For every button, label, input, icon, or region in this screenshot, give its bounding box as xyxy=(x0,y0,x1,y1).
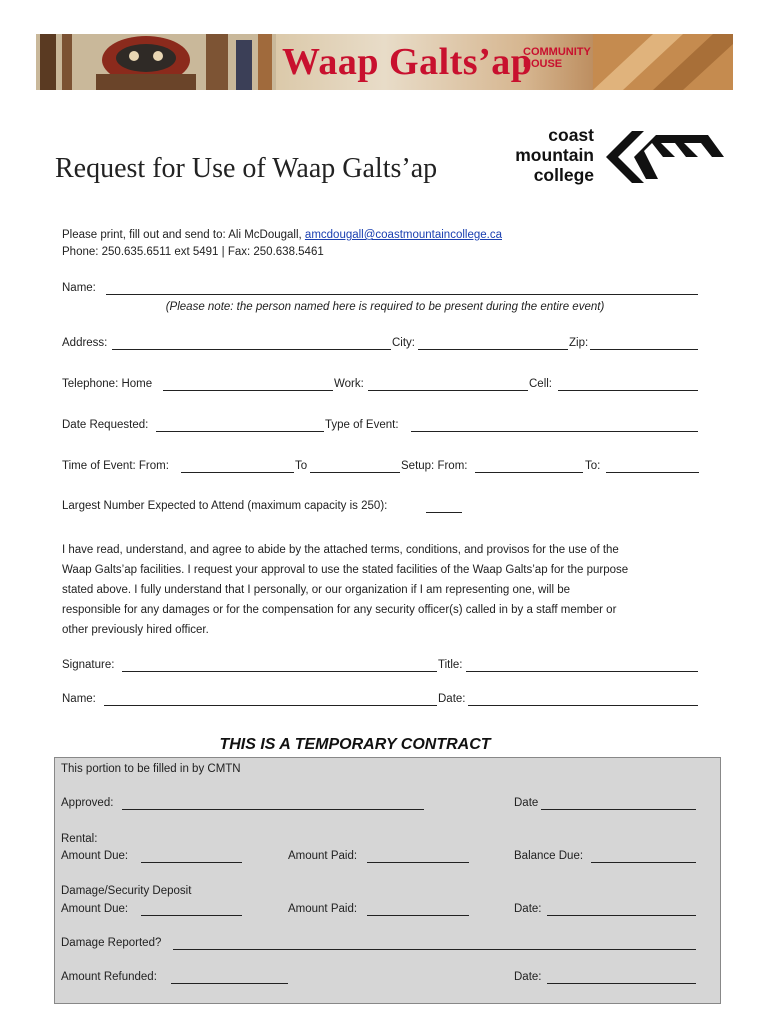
zip-field[interactable] xyxy=(590,349,698,350)
contact-send-prefix: Please print, fill out and send to: Ali McDougall, xyxy=(62,229,305,241)
zip-label: Zip: xyxy=(569,337,589,349)
agreement-line: other previously hired officer. xyxy=(62,624,209,636)
damage-reported-label: Damage Reported? xyxy=(61,937,162,949)
deposit-amount-paid-label: Amount Paid: xyxy=(288,903,358,915)
temporary-contract-notice: THIS IS A TEMPORARY CONTRACT xyxy=(219,736,491,753)
deposit-amount-due-label: Amount Due: xyxy=(61,903,129,915)
banner-subtitle-line1: COMMUNITY xyxy=(523,46,591,58)
damage-reported-field[interactable] xyxy=(173,949,696,950)
banner-subtitle-line2: HOUSE xyxy=(523,58,563,70)
deposit-date-label: Date: xyxy=(514,903,542,915)
title-field[interactable] xyxy=(466,671,698,672)
totem-pole-image xyxy=(36,34,276,90)
setup-to-label: To: xyxy=(585,460,601,472)
contact-send-line xyxy=(62,228,502,242)
office-use-section xyxy=(54,757,721,1004)
type-of-event-field[interactable] xyxy=(411,431,698,432)
work-label: Work: xyxy=(334,378,364,390)
agreement-line: responsible for any damages or for the compensation for any security officer(s) called in by a staff member or xyxy=(62,604,617,616)
cell-label: Cell: xyxy=(529,378,553,390)
logo-line-2: mountain xyxy=(515,145,594,165)
work-field[interactable] xyxy=(368,390,528,391)
rental-amount-paid-field[interactable] xyxy=(367,862,469,863)
title-label: Title: xyxy=(438,659,463,671)
contact-phone: Phone: 250.635.6511 ext 5491 | Fax: 250.638.5461 xyxy=(62,246,324,258)
contact-email-link[interactable]: amcdougall@coastmountaincollege.ca xyxy=(304,229,502,241)
rental-amount-due-label: Amount Due: xyxy=(61,850,129,862)
telephone-home-field[interactable] xyxy=(163,390,333,391)
deposit-amount-due-field[interactable] xyxy=(141,915,242,916)
agreement-line: stated above. I fully understand that I personally, or our organization if I am representing one, will be xyxy=(62,584,570,596)
refund-date-field[interactable] xyxy=(547,983,696,984)
telephone-home-label: Telephone: Home xyxy=(62,378,153,390)
logo-line-1: coast xyxy=(548,125,594,145)
city-field[interactable] xyxy=(418,349,568,350)
city-label: City: xyxy=(392,337,415,349)
amount-refunded-label: Amount Refunded: xyxy=(61,971,157,983)
banner-subtitle xyxy=(523,46,591,70)
balance-due-field[interactable] xyxy=(591,862,696,863)
rental-label: Rental: xyxy=(61,833,98,845)
rental-amount-paid-label: Amount Paid: xyxy=(288,850,358,862)
date-requested-field[interactable] xyxy=(156,431,324,432)
agreement-paragraph xyxy=(62,540,702,640)
cell-field[interactable] xyxy=(558,390,698,391)
setup-to-field[interactable] xyxy=(606,472,699,473)
signature-label: Signature: xyxy=(62,659,115,671)
signature-field[interactable] xyxy=(122,671,437,672)
refund-date-label: Date: xyxy=(514,971,542,983)
name-note: (Please note: the person named here is required to be present during the entire event) xyxy=(165,301,605,313)
page-title: Request for Use of Waap Galts’ap xyxy=(55,153,438,184)
college-logo-icon xyxy=(604,128,724,186)
setup-from-label: Setup: From: xyxy=(401,460,468,472)
approved-date-label: Date xyxy=(514,797,539,809)
deposit-date-field[interactable] xyxy=(547,915,696,916)
address-field[interactable] xyxy=(112,349,391,350)
time-of-event-label: Time of Event: From: xyxy=(62,460,169,472)
name-field[interactable] xyxy=(106,294,698,295)
largest-number-field[interactable] xyxy=(426,512,462,513)
deposit-label: Damage/Security Deposit xyxy=(61,885,192,897)
time-to-label: To xyxy=(295,460,308,472)
banner-title: Waap Galts’ap xyxy=(282,41,533,83)
signature-date-field[interactable] xyxy=(468,705,698,706)
office-use-heading: This portion to be filled in by CMTN xyxy=(61,763,241,775)
carved-beam-image xyxy=(593,34,733,90)
agreement-line: I have read, understand, and agree to abide by the attached terms, conditions, and provisos for the use of the xyxy=(62,544,619,556)
deposit-amount-paid-field[interactable] xyxy=(367,915,469,916)
signature-date-label: Date: xyxy=(438,693,466,705)
logo-line-3: college xyxy=(533,165,594,185)
amount-refunded-field[interactable] xyxy=(171,983,288,984)
signer-name-field[interactable] xyxy=(104,705,437,706)
largest-number-label: Largest Number Expected to Attend (maximum capacity is 250): xyxy=(62,500,388,512)
balance-due-label: Balance Due: xyxy=(514,850,584,862)
address-label: Address: xyxy=(62,337,108,349)
name-label: Name: xyxy=(62,282,96,294)
setup-from-field[interactable] xyxy=(475,472,583,473)
date-requested-label: Date Requested: xyxy=(62,419,149,431)
approved-field[interactable] xyxy=(122,809,424,810)
time-to-field[interactable] xyxy=(310,472,400,473)
type-of-event-label: Type of Event: xyxy=(325,419,399,431)
approved-date-field[interactable] xyxy=(541,809,696,810)
time-from-field[interactable] xyxy=(181,472,294,473)
agreement-line: Waap Galts’ap facilities. I request your approval to use the stated facilities of the Waap Galts’ap for the purpose xyxy=(62,564,629,576)
approved-label: Approved: xyxy=(61,797,114,809)
header-banner xyxy=(36,34,733,90)
signer-name-label: Name: xyxy=(62,693,96,705)
college-logo-text xyxy=(508,125,594,185)
rental-amount-due-field[interactable] xyxy=(141,862,242,863)
